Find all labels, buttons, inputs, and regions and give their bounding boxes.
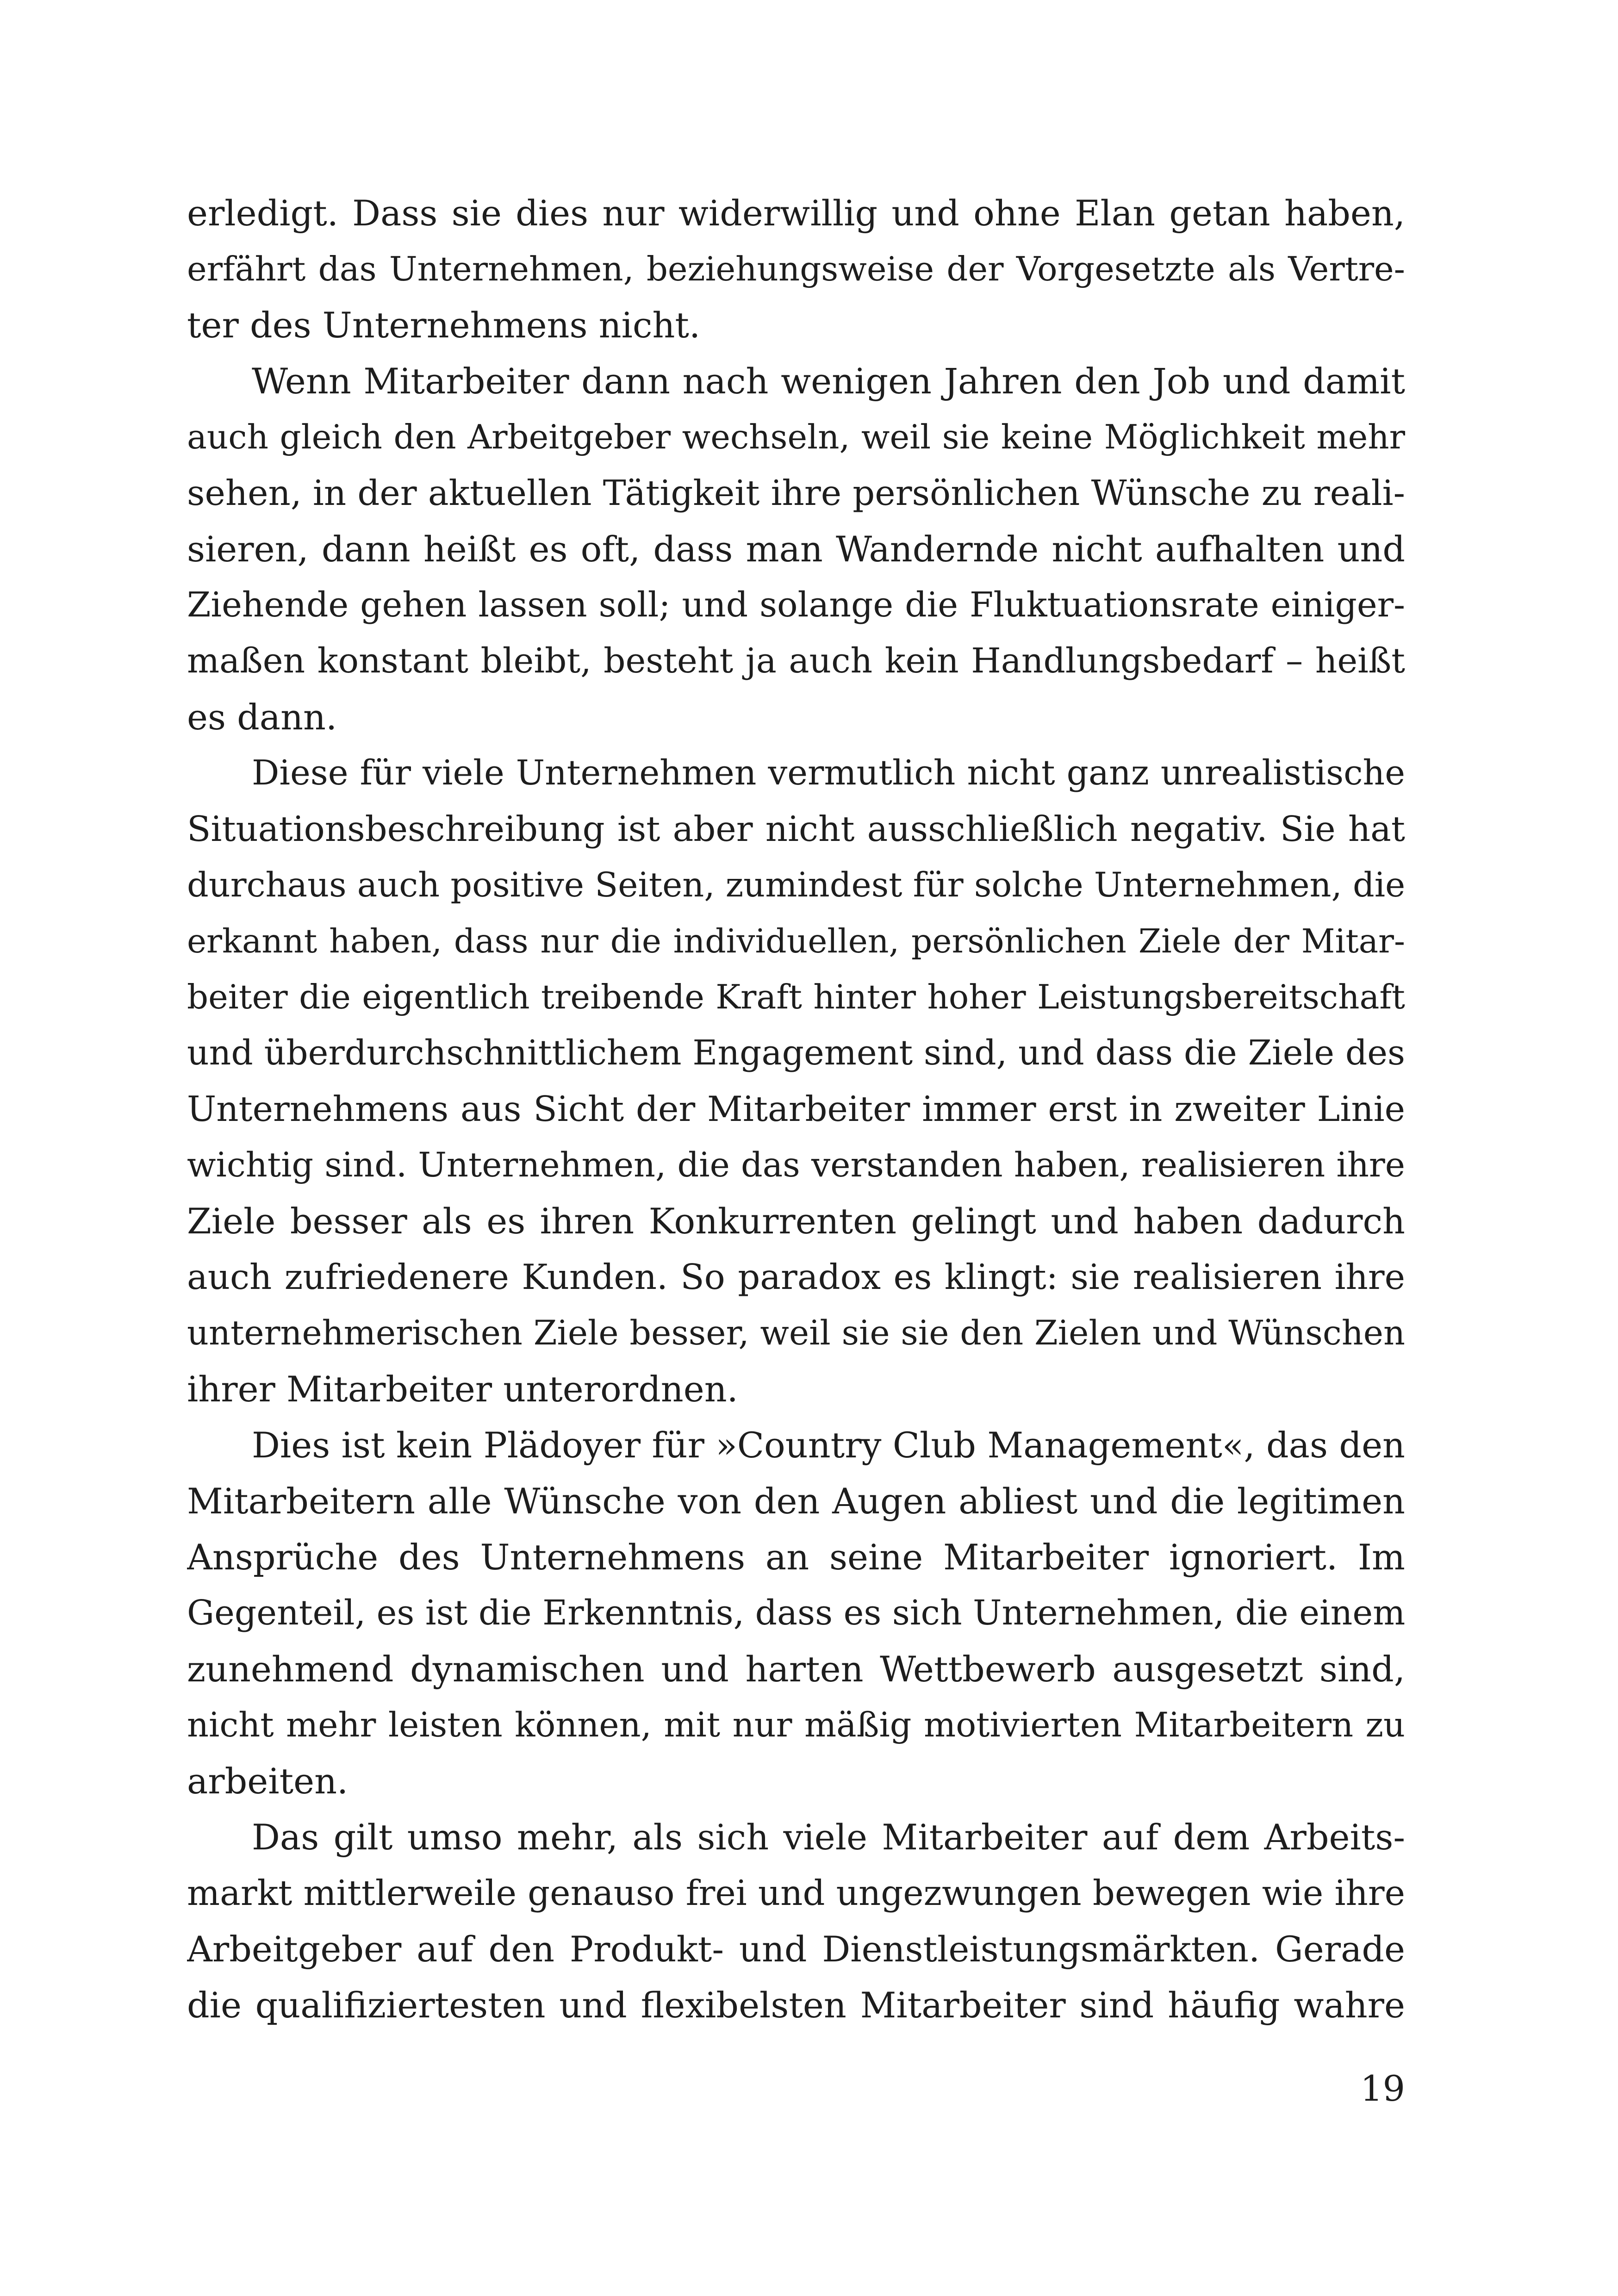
text-line: Dies ist kein Plädoyer für »Country Club Management«, das den <box>252 1425 1405 1466</box>
text-line: auch gleich den Arbeitgeber wechseln, weil sie keine Möglichkeit mehr <box>187 417 1405 456</box>
body-text <box>187 185 1405 2033</box>
text-line: Das gilt umso mehr, als sich viele Mitarbeiter auf dem Arbeits- <box>252 1817 1405 1858</box>
text-line: Diese für viele Unternehmen vermutlich nicht ganz unrealistische <box>252 753 1405 793</box>
text-line: erkannt haben, dass nur die individuellen, persönlichen Ziele der Mitar- <box>187 922 1405 960</box>
text-line: Unternehmens aus Sicht der Mitarbeiter immer erst in zweiter Linie <box>187 1089 1405 1129</box>
text-line: unternehmerischen Ziele besser, weil sie sie den Zielen und Wünschen <box>187 1313 1405 1353</box>
text-line: Ansprüche des Unternehmens an seine Mitarbeiter ignoriert. Im <box>187 1537 1405 1578</box>
text-line: beiter die eigentlich treibende Kraft hinter hoher Leistungsbereitschaft <box>187 977 1405 1016</box>
paragraph <box>187 745 1405 1417</box>
text-line: ter des Unternehmens nicht. <box>187 305 701 346</box>
text-line: Arbeitgeber auf den Produkt- und Dienstleistungsmärkten. Gerade <box>187 1929 1405 1970</box>
text-line: es dann. <box>187 697 337 738</box>
paragraph <box>187 1417 1405 1809</box>
page-number: 19 <box>1360 2068 1405 2109</box>
text-line: Ziele besser als es ihren Konkurrenten gelingt und haben dadurch <box>187 1201 1405 1242</box>
text-line: Wenn Mitarbeiter dann nach wenigen Jahren den Job und damit <box>252 361 1405 402</box>
text-line: nicht mehr leisten können, mit nur mäßig motivierten Mitarbeitern zu <box>187 1705 1405 1745</box>
text-line: maßen konstant bleibt, besteht ja auch kein Handlungsbedarf – heißt <box>187 641 1405 681</box>
text-line: erledigt. Dass sie dies nur widerwillig und ohne Elan getan haben, <box>187 193 1405 234</box>
text-line: sehen, in der aktuellen Tätigkeit ihre persönlichen Wünsche zu reali- <box>187 473 1405 513</box>
paragraph <box>187 185 1405 353</box>
paragraph <box>187 353 1405 745</box>
text-line: Gegenteil, es ist die Erkenntnis, dass es sich Unternehmen, die einem <box>187 1593 1405 1633</box>
text-line: arbeiten. <box>187 1761 348 1802</box>
text-line: Ziehende gehen lassen soll; und solange die Fluktuationsrate einiger- <box>187 585 1405 625</box>
text-line: wichtig sind. Unternehmen, die das verstanden haben, realisieren ihre <box>187 1145 1405 1185</box>
text-line: sieren, dann heißt es oft, dass man Wandernde nicht aufhalten und <box>187 529 1405 570</box>
text-line: erfährt das Unternehmen, beziehungsweise der Vorgesetzte als Vertre- <box>187 249 1405 288</box>
text-line: und überdurchschnittlichem Engagement sind, und dass die Ziele des <box>187 1033 1405 1073</box>
text-line: auch zufriedenere Kunden. So paradox es klingt: sie realisieren ihre <box>187 1257 1405 1297</box>
text-line: durchaus auch positive Seiten, zumindest für solche Unternehmen, die <box>187 865 1405 905</box>
text-line: zunehmend dynamischen und harten Wettbewerb ausgesetzt sind, <box>187 1649 1405 1690</box>
text-line: die qualifiziertesten und flexibelsten Mitarbeiter sind häufig wahre <box>187 1985 1405 2026</box>
text-line: ihrer Mitarbeiter unterordnen. <box>187 1369 738 1410</box>
text-line: Situationsbeschreibung ist aber nicht ausschließlich negativ. Sie hat <box>187 809 1405 849</box>
text-line: Mitarbeitern alle Wünsche von den Augen abliest und die legitimen <box>187 1481 1405 1522</box>
text-line: markt mittlerweile genauso frei und ungezwungen bewegen wie ihre <box>187 1873 1405 1913</box>
paragraph <box>187 1809 1405 2033</box>
